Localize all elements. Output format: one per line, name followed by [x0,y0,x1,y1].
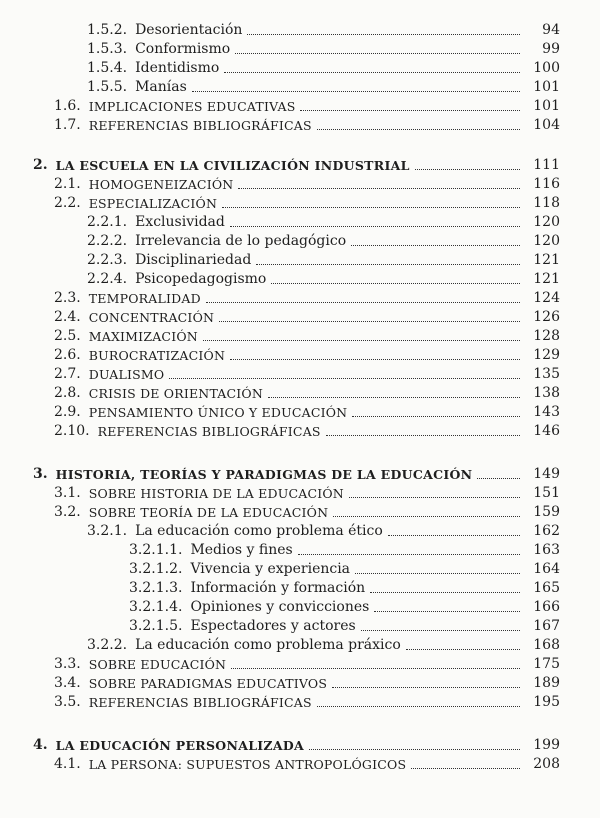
entry-title: PENSAMIENTO ÚNICO Y EDUCACIÓN [88,405,348,420]
dot-leader [256,264,520,265]
toc-entry [54,326,560,345]
toc-entry [54,692,560,711]
entry-page: 129 [533,347,560,363]
toc-entry [54,307,560,326]
entry-number: 3.2.1.1. [129,542,183,558]
entry-page: 163 [533,542,560,558]
toc-entry [87,58,560,77]
entry-number: 1.5.2. [87,22,128,38]
toc-entry [54,483,560,502]
toc-entry [54,754,560,773]
toc-entry [54,364,560,383]
entry-page: 104 [533,117,560,133]
entry-page: 128 [533,328,560,344]
entry-number: 3.3. [54,656,81,672]
entry-page: 208 [533,756,560,772]
entry-page: 189 [533,675,560,691]
dot-leader [406,649,520,650]
entry-number: 2.6. [54,347,81,363]
entry-page: 121 [533,271,560,287]
toc-entry [54,115,560,134]
entry-number: 3.2.1.3. [129,580,183,596]
dot-leader [298,554,520,555]
entry-number: 1.5.3. [87,41,128,57]
dot-leader [370,592,520,593]
dot-leader [271,283,520,284]
entry-title: DUALISMO [88,367,165,382]
chapter-heading [33,464,560,483]
entry-number: 2.2. [54,195,81,211]
entry-page: 101 [533,79,560,95]
dot-leader [332,687,520,688]
entry-title: Disciplinariedad [135,252,252,268]
toc-entry [54,654,560,673]
entry-page: 138 [533,385,560,401]
entry-title: La educación como problema práxico [135,637,401,653]
toc-entry [54,174,560,193]
toc-entry [54,383,560,402]
entry-page: 151 [533,485,560,501]
dot-leader [349,497,520,498]
entry-page: 118 [533,195,560,211]
entry-number: 3.2.1.4. [129,599,183,615]
entry-number: 3.2.1.2. [129,561,183,577]
entry-title: Opiniones y convicciones [190,599,370,615]
toc-entry [54,402,560,421]
dot-leader [230,359,520,360]
chapter-heading [33,735,560,754]
entry-title: REFERENCIAS BIBLIOGRÁFICAS [88,118,312,133]
dot-leader [247,34,520,35]
entry-page: 143 [533,404,560,420]
dot-leader [355,573,520,574]
entry-page: 120 [533,214,560,230]
dot-leader [309,749,520,750]
entry-page: 165 [533,580,560,596]
entry-number: 1.5.4. [87,60,128,76]
entry-title: Desorientación [135,22,243,38]
entry-title: Espectadores y actores [190,618,356,634]
toc-entry [129,616,560,635]
entry-page: 101 [533,98,560,114]
entry-title: SOBRE HISTORIA DE LA EDUCACIÓN [88,486,344,501]
dot-leader [411,768,520,769]
dot-leader [268,397,520,398]
entry-title: REFERENCIAS BIBLIOGRÁFICAS [88,695,312,710]
entry-title: Medios y fines [190,542,293,558]
toc-entry [129,597,560,616]
dot-leader [477,478,520,479]
dot-leader [203,340,520,341]
entry-page: 162 [533,523,560,539]
entry-number: 2.1. [54,176,81,192]
dot-leader [238,188,520,189]
entry-number: 2.7. [54,366,81,382]
entry-title: SOBRE TEORÍA DE LA EDUCACIÓN [88,505,329,520]
entry-page: 146 [533,423,560,439]
entry-page: 135 [533,366,560,382]
dot-leader [351,245,520,246]
toc-entry [87,521,560,540]
entry-number: 3.1. [54,485,81,501]
entry-number: 2.3. [54,290,81,306]
dot-leader [219,321,520,322]
entry-page: 100 [533,60,560,76]
entry-page: 167 [533,618,560,634]
toc-entry [54,673,560,692]
entry-title: LA PERSONA: SUPUESTOS ANTROPOLÓGICOS [88,757,407,772]
toc-entry [87,77,560,96]
entry-number: 3.2.1.5. [129,618,183,634]
dot-leader [374,611,520,612]
entry-title: Irrelevancia de lo pedagógico [135,233,347,249]
entry-page: 121 [533,252,560,268]
toc-entry [87,269,560,288]
chapter-heading [33,155,560,174]
dot-leader [230,226,520,227]
dot-leader [317,706,520,707]
entry-page: 175 [533,656,560,672]
dot-leader [169,378,520,379]
entry-title: Vivencia y experiencia [190,561,351,577]
dot-leader [333,516,520,517]
toc-entry [87,20,560,39]
entry-number: 2.2.1. [87,214,128,230]
dot-leader [326,435,520,436]
entry-title: REFERENCIAS BIBLIOGRÁFICAS [97,424,321,439]
toc-entry [87,39,560,58]
chapter-title: HISTORIA, TEORÍAS Y PARADIGMAS DE LA EDUCACIÓN [55,467,473,482]
dot-leader [192,91,520,92]
entry-page: 126 [533,309,560,325]
entry-number: 2.10. [54,423,90,439]
entry-title: BUROCRATIZACIÓN [88,348,226,363]
entry-title: SOBRE EDUCACIÓN [88,657,227,672]
entry-title: Identidismo [135,60,220,76]
entry-page: 166 [533,599,560,615]
toc-entry [54,193,560,212]
toc-entry [129,540,560,559]
entry-number: 2.2.3. [87,252,128,268]
toc-entry [54,345,560,364]
dot-leader [352,416,520,417]
entry-page: 111 [533,157,560,173]
dot-leader [206,302,520,303]
chapter-number: 3. [33,466,48,482]
chapter-number: 4. [33,737,48,753]
entry-title: CONCENTRACIÓN [88,310,215,325]
entry-page: 199 [533,737,560,753]
dot-leader [231,668,520,669]
entry-number: 2.2.2. [87,233,128,249]
entry-title: IMPLICACIONES EDUCATIVAS [88,99,296,114]
dot-leader [300,110,520,111]
toc-entry [87,635,560,654]
entry-page: 99 [542,41,560,57]
entry-number: 2.2.4. [87,271,128,287]
entry-number: 2.8. [54,385,81,401]
entry-number: 1.6. [54,98,81,114]
entry-number: 4.1. [54,756,81,772]
entry-title: Psicopedagogismo [135,271,267,287]
entry-title: La educación como problema ético [135,523,383,539]
entry-title: ESPECIALIZACIÓN [88,196,218,211]
dot-leader [388,535,520,536]
entry-number: 2.9. [54,404,81,420]
entry-page: 195 [533,694,560,710]
entry-page: 164 [533,561,560,577]
dot-leader [415,169,520,170]
dot-leader [317,129,520,130]
entry-number: 3.2.1. [87,523,128,539]
entry-title: TEMPORALIDAD [88,291,201,306]
entry-number: 1.5.5. [87,79,128,95]
entry-title: Manías [135,79,187,95]
entry-number: 3.2. [54,504,81,520]
toc-entry [54,96,560,115]
toc-entry [54,502,560,521]
entry-title: Conformismo [135,41,231,57]
dot-leader [235,53,520,54]
entry-number: 3.4. [54,675,81,691]
entry-number: 3.2.2. [87,637,128,653]
entry-page: 168 [533,637,560,653]
entry-title: Exclusividad [135,214,225,230]
entry-title: MAXIMIZACIÓN [88,329,198,344]
entry-number: 3.5. [54,694,81,710]
entry-number: 2.5. [54,328,81,344]
dot-leader [224,72,520,73]
entry-page: 159 [533,504,560,520]
chapter-title: LA EDUCACIÓN PERSONALIZADA [55,738,304,753]
entry-title: Información y formación [190,580,366,596]
entry-page: 94 [542,22,560,38]
dot-leader [222,207,520,208]
toc-entry [129,578,560,597]
chapter-number: 2. [33,157,48,173]
entry-title: SOBRE PARADIGMAS EDUCATIVOS [88,676,328,691]
toc-entry [129,559,560,578]
entry-number: 1.7. [54,117,81,133]
dot-leader [361,630,520,631]
entry-title: HOMOGENEIZACIÓN [88,177,234,192]
chapter-title: LA ESCUELA EN LA CIVILIZACIÓN INDUSTRIAL [55,158,410,173]
toc-entry [87,231,560,250]
entry-page: 120 [533,233,560,249]
toc-entry [87,250,560,269]
entry-page: 149 [533,466,560,482]
toc-entry [54,288,560,307]
entry-page: 124 [533,290,560,306]
toc-entry [54,421,560,440]
entry-title: CRISIS DE ORIENTACIÓN [88,386,264,401]
toc-entry [87,212,560,231]
entry-number: 2.4. [54,309,81,325]
entry-page: 116 [533,176,560,192]
